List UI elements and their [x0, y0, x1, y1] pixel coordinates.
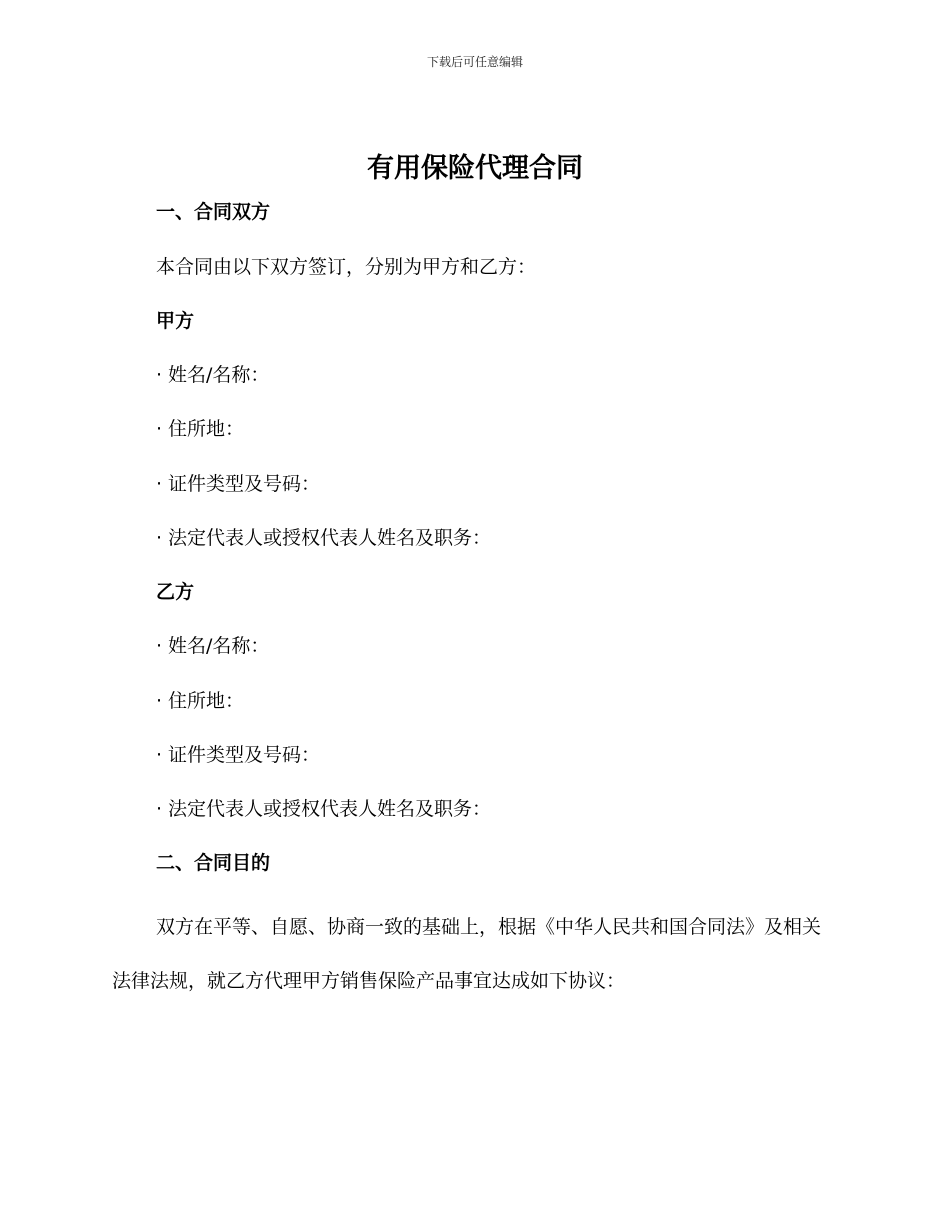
party-b-item-label: 姓名/名称：	[168, 635, 270, 657]
party-a-item-label: 证件类型及号码：	[168, 473, 321, 495]
party-a-item-name	[156, 361, 856, 389]
section-heading-parties: 一、合同双方	[156, 201, 271, 223]
bullet-glyph: ·	[156, 798, 163, 820]
bullet-glyph: ·	[156, 527, 163, 549]
party-b-item-representative	[156, 795, 856, 823]
party-b-item-label: 法定代表人或授权代表人姓名及职务：	[168, 798, 492, 820]
party-a-item-representative	[156, 524, 856, 552]
bullet-glyph: ·	[156, 364, 163, 386]
party-b-heading: 乙方	[156, 581, 195, 603]
party-a-item-address	[156, 415, 856, 443]
party-b-item-id	[156, 741, 856, 769]
party-a-item-id	[156, 470, 856, 498]
document-title: 有用保险代理合同	[367, 153, 583, 184]
bullet-glyph: ·	[156, 635, 163, 657]
bullet-glyph: ·	[156, 744, 163, 766]
bullet-glyph: ·	[156, 690, 163, 712]
party-a-item-label: 住所地：	[168, 418, 245, 440]
party-a-item-label: 姓名/名称：	[168, 364, 270, 386]
bullet-glyph: ·	[156, 473, 163, 495]
party-b-item-name	[156, 632, 856, 660]
section-heading-purpose: 二、合同目的	[156, 852, 271, 874]
party-a-heading: 甲方	[156, 310, 195, 332]
bullet-glyph: ·	[156, 418, 163, 440]
party-b-item-address	[156, 687, 856, 715]
parties-intro: 本合同由以下双方签订，分别为甲方和乙方：	[156, 256, 537, 278]
purpose-paragraph: 双方在平等、自愿、协商一致的基础上，根据《中华人民共和国合同法》及相关法律法规，就乙方代理甲方销售保险产品事宜达成如下协议：	[112, 916, 822, 992]
party-a-item-label: 法定代表人或授权代表人姓名及职务：	[168, 527, 492, 549]
party-b-item-label: 住所地：	[168, 690, 245, 712]
header-note: 下载后可任意编辑	[426, 55, 523, 69]
party-b-item-label: 证件类型及号码：	[168, 744, 321, 766]
